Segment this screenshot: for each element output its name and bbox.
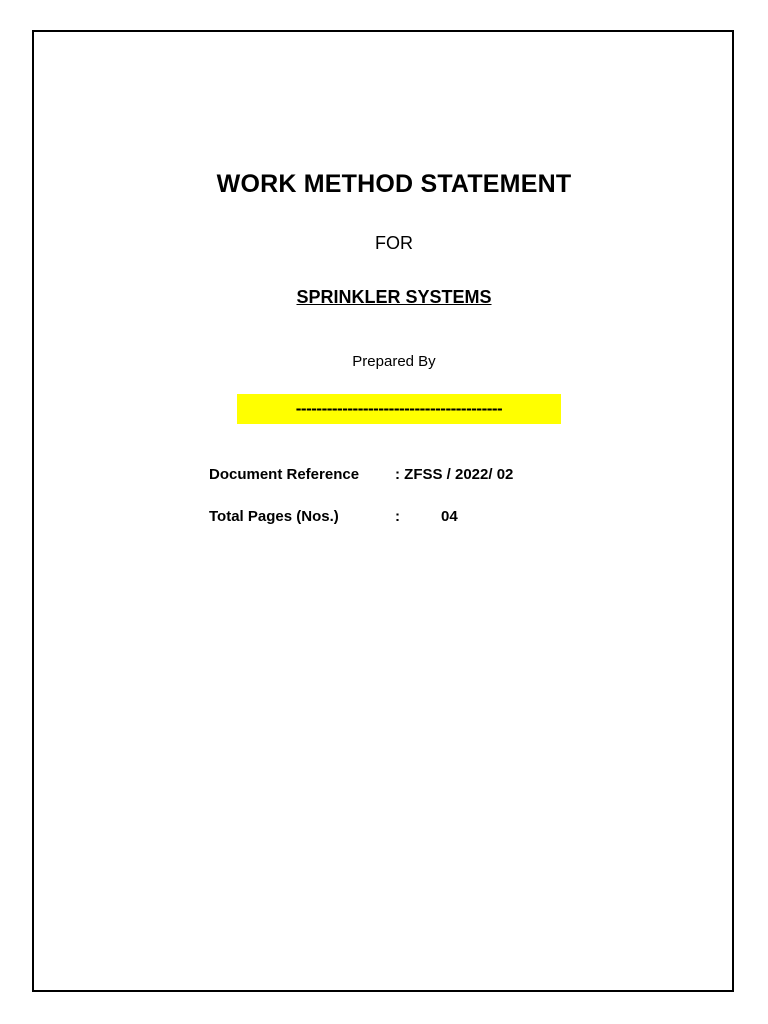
document-reference-value: : ZFSS / 2022/ 02 [395,466,514,483]
document-reference-label: Document Reference [209,466,360,483]
prepared-by-highlight [237,394,561,424]
for-text: FOR [375,233,413,253]
prepared-by-label: Prepared By [352,353,436,370]
total-pages-label: Total Pages (Nos.) [209,508,339,525]
total-pages-colon: : [395,508,400,525]
document-title: WORK METHOD STATEMENT [216,170,572,198]
document-subject: SPRINKLER SYSTEMS [296,287,492,307]
total-pages-value: 04 [441,508,458,525]
prepared-by-placeholder: ---------------------------------------- [295,399,503,418]
